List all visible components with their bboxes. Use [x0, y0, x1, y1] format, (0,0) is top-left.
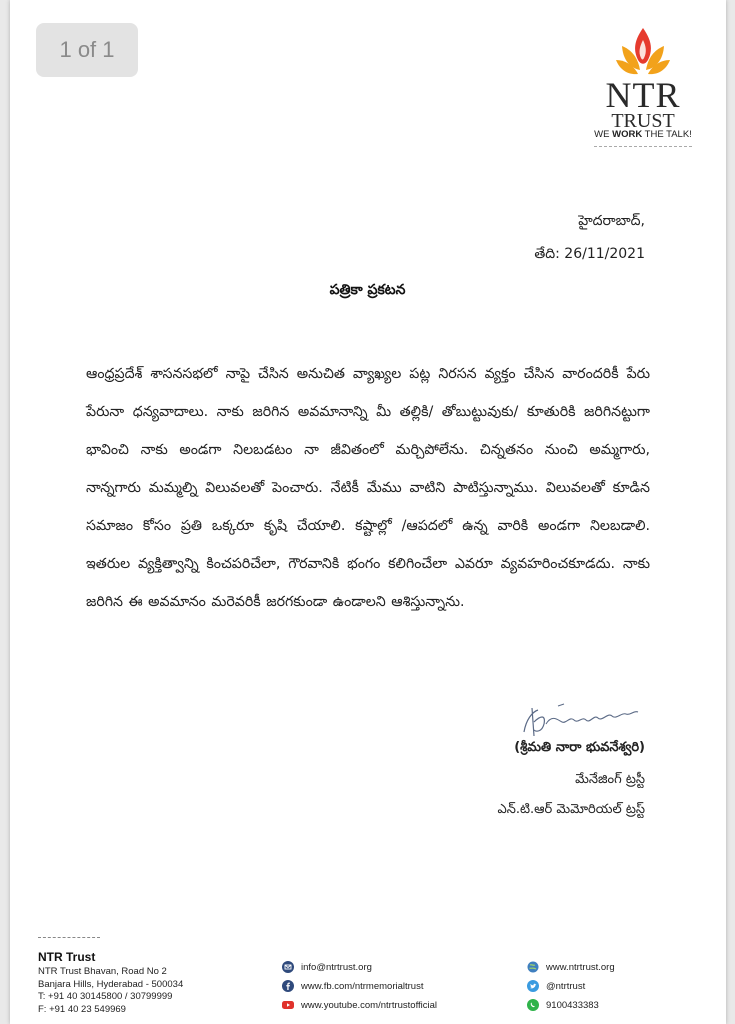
facebook-icon [282, 980, 294, 992]
footer-email[interactable] [282, 961, 372, 973]
letter-heading: పత్రికా ప్రకటన [329, 282, 406, 298]
footer-address-2: Banjara Hills, Hyderabad - 500034 [38, 979, 184, 990]
page-indicator: 1 of 1 [36, 23, 138, 77]
handwritten-signature [518, 702, 642, 740]
logo-divider [594, 146, 692, 147]
footer-phone: T: +91 40 30145800 / 30799999 [38, 991, 173, 1002]
flame-lotus-icon [614, 26, 672, 78]
footer-website[interactable] [527, 961, 615, 973]
logo-tagline [588, 129, 698, 140]
footer-org: NTR Trust [38, 950, 96, 964]
signatory-org: ఎన్.టి.ఆర్ మెమోరియల్ ట్రస్ట్ [497, 802, 645, 817]
youtube-icon [282, 999, 294, 1011]
whatsapp-text: 9100433383 [546, 999, 599, 1011]
signatory-name: (శ్రీమతి నారా భువనేశ్వరి) [514, 740, 645, 755]
website-text: www.ntrtrust.org [546, 961, 615, 973]
logo-subtitle: TRUST [611, 110, 675, 132]
footer-fax: F: +91 40 23 549969 [38, 1004, 126, 1015]
facebook-text: www.fb.com/ntrmemorialtrust [301, 980, 424, 992]
footer-divider [38, 937, 100, 938]
twitter-icon [527, 980, 539, 992]
footer-youtube[interactable] [282, 999, 437, 1011]
youtube-text: www.youtube.com/ntrtrustofficial [301, 999, 438, 1011]
twitter-text: @ntrtrust [546, 980, 586, 992]
footer-whatsapp[interactable] [527, 999, 599, 1011]
whatsapp-icon [527, 999, 539, 1011]
email-text: info@ntrtrust.org [301, 961, 372, 973]
letter-place: హైదరాబాద్, [578, 213, 645, 229]
tagline-suffix: THE TALK! [642, 129, 692, 140]
logo-brand: NTR [605, 75, 681, 115]
footer-facebook[interactable] [282, 980, 423, 992]
signatory-role: మేనేజింగ్ ట్రస్టీ [575, 772, 645, 787]
globe-icon [527, 961, 539, 973]
letter-date: తేది: 26/11/2021 [534, 246, 645, 262]
tagline-bold: WORK [612, 129, 643, 140]
tagline-prefix: WE [594, 129, 613, 140]
email-icon [282, 961, 294, 973]
footer-address-1: NTR Trust Bhavan, Road No 2 [38, 966, 167, 977]
footer-twitter[interactable] [527, 980, 585, 992]
letter-body: ఆంధ్రప్రదేశ్ శాసనసభలో నాపై చేసిన అనుచిత వ్యాఖ్యల పట్ల నిరసన వ్యక్తం చేసిన వారందరికీ పేరు పేరునా ధన్యవాదాలు. నాకు జరిగిన అవమానాన్ని మీ తల్లికి/ తోబుట్టువుకు/ కూతురికి జరిగినట్టుగా భావించి నాకు అండగా నిలబడటం నా జీవితంలో మర్చిపోలేను. చిన్నతనం నుంచి అమ్మగారు, నాన్నగారు మమ్మల్ని విలువలతో పెంచారు. నేటికీ మేము వాటిని పాటిస్తున్నాము. విలువలతో కూడిన సమాజం కోసం ప్రతి ఒక్కరూ కృషి చేయాలి. కష్టాల్లో /ఆపదలో ఉన్న వారికి అండగా నిలబడాలి. ఇతరుల వ్యక్తిత్వాన్ని కించపరిచేలా, గౌరవానికి భంగం కలిగించేలా ఎవరూ వ్యవహరించకూడదు. నాకు జరిగిన ఈ అవమానం మరెవరికీ జరగకుండా ఉండాలని ఆశిస్తున్నాను. [86, 366, 650, 610]
